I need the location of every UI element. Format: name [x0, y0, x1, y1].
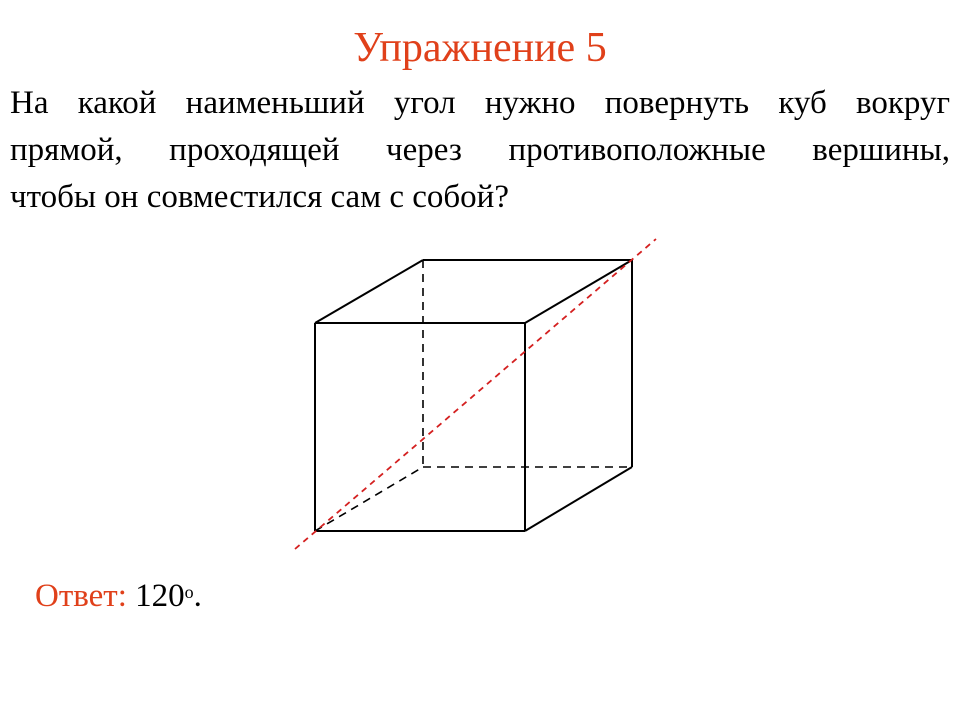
- question-line-2: прямой, проходящей через противоположные вершины,: [10, 132, 950, 168]
- cube-hidden-edges: [315, 260, 632, 531]
- diagonal-axis-line: [295, 239, 656, 549]
- cube-edge-top-right: [525, 260, 632, 323]
- question-text: [10, 80, 950, 221]
- cube-edge-bottom-right: [525, 467, 632, 531]
- cube-hidden-edge-bottom-left: [315, 467, 423, 531]
- cube-edge-top-left: [315, 260, 423, 323]
- slide-title: Упражнение 5: [353, 25, 607, 71]
- answer-period: .: [193, 578, 202, 614]
- degree-mark: o: [184, 582, 194, 602]
- cube-visible-edges: [315, 260, 632, 531]
- answer: [35, 570, 202, 618]
- answer-label: Ответ:: [35, 578, 127, 614]
- question-line-1: На какой наименьший угол нужно повернуть куб вокруг: [10, 85, 950, 121]
- answer-value: 120: [126, 578, 185, 614]
- question-line-3: чтобы он совместился сам с собой?: [10, 179, 509, 215]
